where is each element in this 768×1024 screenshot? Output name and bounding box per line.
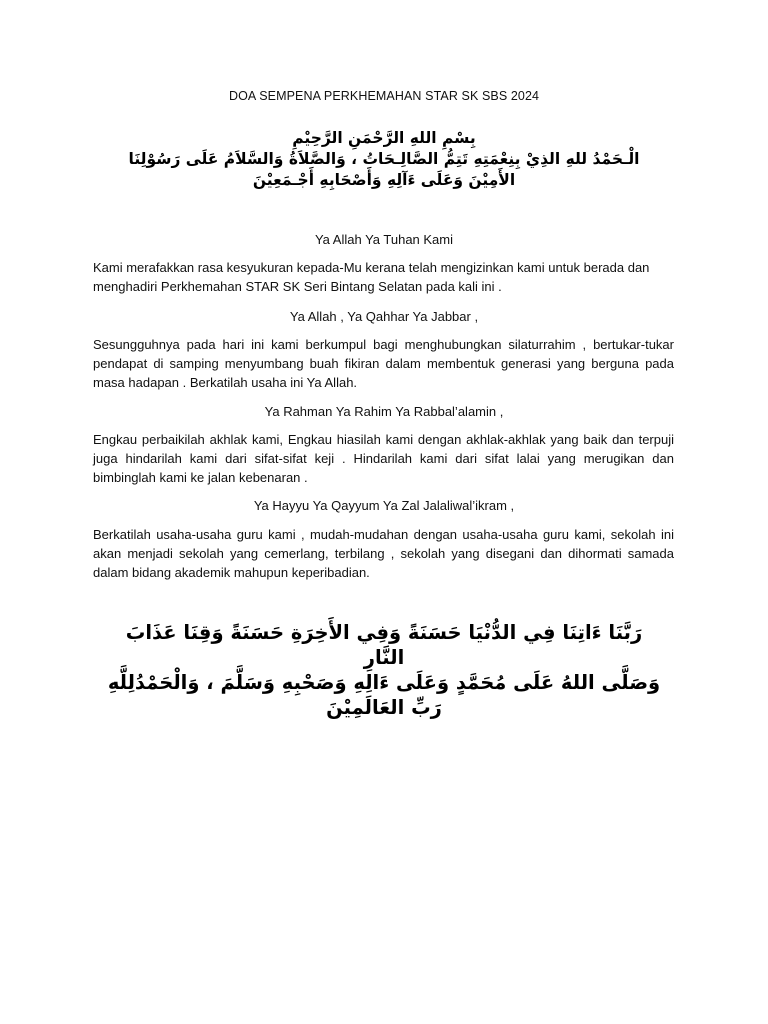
document-title: DOA SEMPENA PERKHEMAHAN STAR SK SBS 2024 [228, 89, 540, 103]
paragraph-1: Kami merafakkan rasa kesyukuran kepada-Mu kerana telah mengizinkan kami untuk berada dan menghadiri Perkhemahan STAR SK Seri Bintang Selatan pada kali ini . [93, 260, 650, 295]
invocation-1: Ya Allah Ya Tuhan Kami [314, 232, 454, 247]
arabic-closing-line-3: وَصَلَّى اللهُ عَلَى مُحَمَّدٍ وَعَلَى ءَالِهِ وَصَحْبِهِ وَسَلَّمَ ، وَالْحَمْدُلِلَّهِ [107, 671, 661, 694]
invocation-4: Ya Hayyu Ya Qayyum Ya Zal Jalaliwal’ikram , [253, 498, 515, 513]
arabic-closing-line-2: النَّارِ [363, 646, 405, 669]
paragraph-2: Sesungguhnya pada hari ini kami berkumpul bagi menghubungkan silaturrahim , bertukar-tukar pendapat di samping menyumbang buah fikiran dalam membentuk generasi yang berguna pada masa hadapan . Berkatilah usaha ini Ya Allah. [93, 337, 674, 391]
arabic-opening-line-1: بِسْمِ اللهِ الرَّحْمَنِ الرَّحِيْمِ [292, 129, 476, 147]
invocation-2: Ya Allah , Ya Qahhar Ya Jabbar , [289, 309, 479, 324]
invocation-3: Ya Rahman Ya Rahim Ya Rabbal’alamin , [264, 404, 504, 419]
paragraph-4: Berkatilah usaha-usaha guru kami , mudah-mudahan dengan usaha-usaha guru kami, sekolah ini akan menjadi sekolah yang cemerlang, terbilang , sekolah yang disegani dan dihormati samada dalam bidang akademik mahupun keperibadian. [93, 527, 674, 581]
arabic-opening-line-2: الْـحَمْدُ للهِ الذِيْ بِنِعْمَتِهِ تَتِمُّ الصَّالِـحَاتُ ، وَالصَّلاَةُ وَالسَّلاَمُ عَلَى رَسُوْلِنَا [128, 150, 640, 168]
arabic-closing-line-1: رَبَّنَا ءَاتِنَا فِي الدُّنْيَا حَسَنَةً وَفِي الأَخِرَةِ حَسَنَةً وَقِنَا عَذَابَ [125, 621, 643, 644]
arabic-closing-prayer [88, 620, 680, 720]
paragraph-3: Engkau perbaikilah akhlak kami, Engkau hiasilah kami dengan akhlak-akhlak yang baik dan terpuji juga hindarilah kami dari sifat-sifat keji . Hindarilah kami dari sifat lalai yang merugikan dan bimbinglah kami ke jalan kebenaran . [93, 432, 674, 486]
arabic-opening-prayer [90, 128, 678, 191]
arabic-closing-line-4: رَبِّ العَالَمِيْنَ [326, 696, 442, 719]
arabic-opening-line-3: الأَمِيْنَ وَعَلَى ءَآلِهِ وَأَصْحَابِهِ أَجْـمَعِيْنَ [252, 171, 516, 189]
